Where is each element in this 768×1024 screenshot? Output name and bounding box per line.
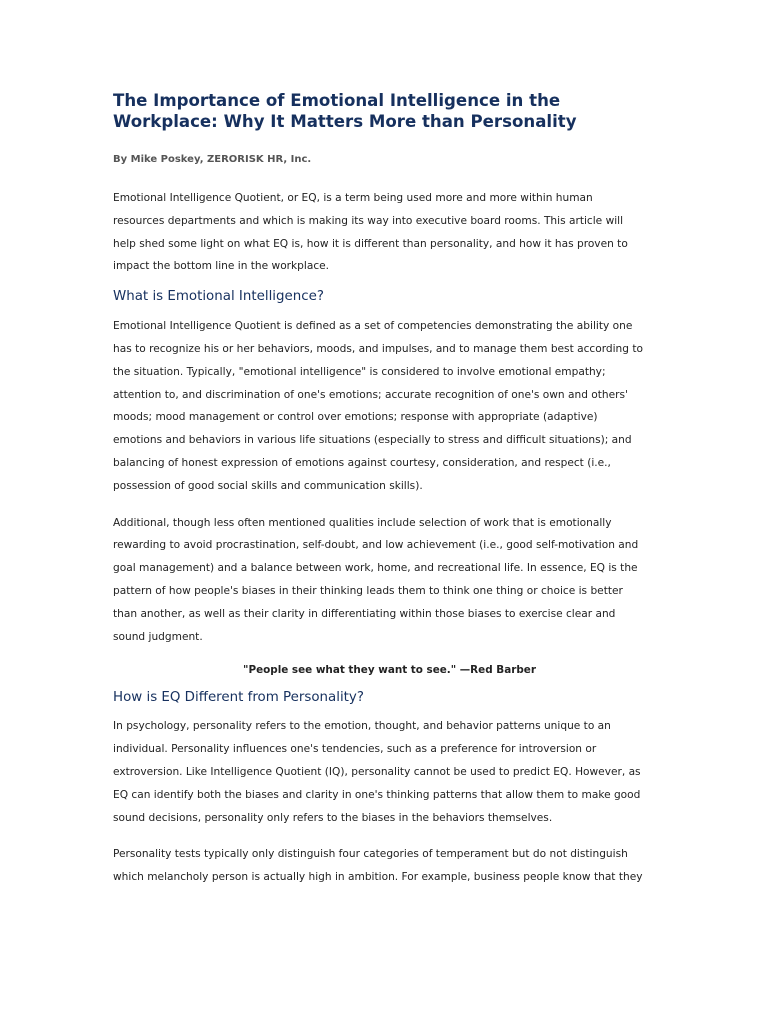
title-line: The Importance of Emotional Intelligence in the — [113, 91, 561, 110]
document-page — [113, 90, 658, 889]
text-line: balancing of honest expression of emotions against courtesy, consideration, and respect (i.e., — [113, 456, 611, 469]
text-line: rewarding to avoid procrastination, self-doubt, and low achievement (i.e., good self-motivation and — [113, 539, 639, 552]
text-line: emotions and behaviors in various life situations (especially to stress and difficult situations); and — [113, 434, 632, 447]
title-line: Workplace: Why It Matters More than Personality — [113, 112, 577, 131]
text-line: goal management) and a balance between work, home, and recreational life. In essence, EQ is the — [113, 562, 638, 575]
text-line: Emotional Intelligence Quotient, or EQ, is a term being used more and more within human — [113, 192, 593, 204]
text-line: has to recognize his or her behaviors, moods, and impulses, and to manage them best according to — [113, 342, 644, 355]
text-line: possession of good social skills and communication skills). — [113, 479, 423, 492]
personality-tests-paragraph — [113, 843, 658, 889]
psychology-paragraph — [113, 715, 658, 829]
text-line: Personality tests typically only distinguish four categories of temperament but do not distinguish — [113, 848, 628, 861]
text-line: extroversion. Like Intelligence Quotient (IQ), personality cannot be used to predict EQ. However, as — [113, 765, 641, 778]
definition-paragraph — [113, 315, 658, 497]
text-line: moods; mood management or control over emotions; response with appropriate (adaptive) — [113, 411, 598, 424]
text-line: attention to, and discrimination of one's emotions; accurate recognition of one's own and others' — [113, 388, 628, 401]
text-line: resources departments and which is making its way into executive board rooms. This article will — [113, 214, 624, 227]
section-heading-eq-vs-personality: How is EQ Different from Personality? — [113, 690, 364, 706]
pull-quote: "People see what they want to see." —Red Barber — [243, 664, 536, 677]
text-line: impact the bottom line in the workplace. — [113, 260, 330, 273]
text-line: help shed some light on what EQ is, how it is different than personality, and how it has proven to — [113, 237, 628, 250]
additional-qualities-paragraph — [113, 512, 658, 649]
byline: By Mike Poskey, ZERORISK HR, Inc. — [113, 154, 312, 165]
text-line: In psychology, personality refers to the emotion, thought, and behavior patterns unique to an — [113, 720, 611, 733]
text-line: individual. Personality influences one's tendencies, such as a preference for introversion or — [113, 743, 597, 756]
text-line: pattern of how people's biases in their thinking leads them to think one thing or choice is better — [113, 584, 623, 597]
section-heading-what-is-ei: What is Emotional Intelligence? — [113, 289, 324, 305]
text-line: EQ can identify both the biases and clarity in one's thinking patterns that allow them to make good — [113, 788, 641, 801]
text-line: the situation. Typically, "emotional intelligence" is considered to involve emotional empathy; — [113, 365, 606, 378]
text-line: than another, as well as their clarity in differentiating within those biases to exercise clear and — [113, 607, 616, 620]
text-line: sound judgment. — [113, 630, 203, 643]
text-line: Additional, though less often mentioned qualities include selection of work that is emotionally — [113, 516, 612, 529]
text-line: which melancholy person is actually high in ambition. For example, business people know that they — [113, 871, 643, 884]
text-line: sound decisions, personality only refers to the biases in the behaviors themselves. — [113, 811, 553, 824]
text-line: Emotional Intelligence Quotient is defined as a set of competencies demonstrating the ability one — [113, 320, 633, 333]
intro-paragraph — [113, 187, 658, 278]
article-title — [113, 90, 658, 132]
